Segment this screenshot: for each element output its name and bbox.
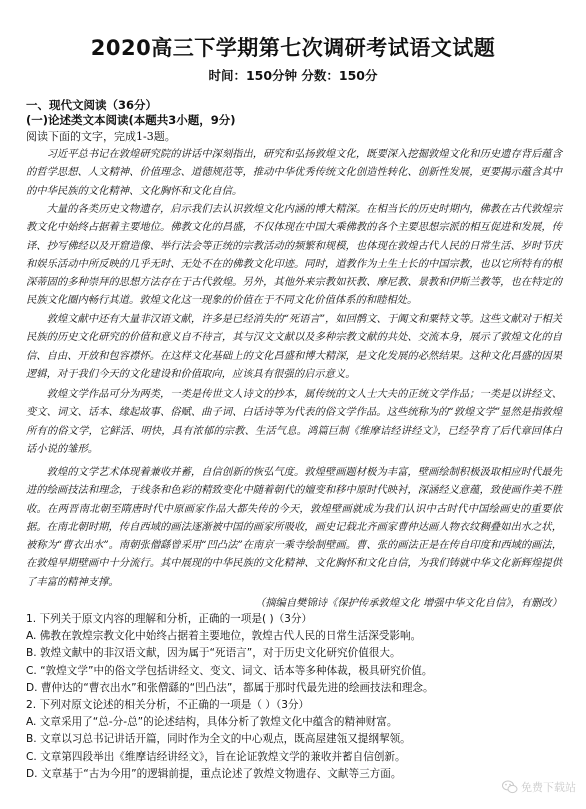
article-paragraph-3: 敦煌文献中还有大量非汉语文献，许多是已经消失的“死语言”，如回鹘文、于阗文和粟特文等。这些文献对于相关民族的历史文化研究的价值和意义自不待言，其与汉文文献以及多种宗教文献的共处、交流本身，展示了敦煌文化的自信、自由、开放和包容襟怀。在这样文化基础上的文化昌盛和博大精深，是文化发展的必然结果。这种文化昌盛的因果逻辑，对于我们今天的文化建设和价值取向，应该具有很强的启示意义。: [26, 313, 562, 380]
article-paragraph-5: 敦煌的文学艺术体现着兼收并蓄，自信创新的恢弘气度。敦煌壁画题材极为丰富，壁画绘制积极汲取相应时代最先进的绘画技法和理念，于线条和色彩的精致变化中随着朝代的嬗变和移中原时代映衬，深涵经义意蕴，致使画作美不胜收。在两晋南北朝至隋唐时代中原画家作品大都失传的今天，敦煌壁画就成为我们认识中古时代中国绘画史的重要依据。在南北朝时期，传自西域的画法逐渐被中国的画家所吸收，画史记载北齐画家曹仲达画人物衣纹稠叠如出水之状，被称为“曹衣出水”。南朝张僧繇曾采用“凹凸法”在南京一乘寺绘制壁画。曹、张的画法正是在传自印度和西域的画法，在敦煌早期壁画中十分流行。其中展现的中华民族的文化精神、文化胸怀和文化自信，为我们铸就中华文化新辉煌提供了丰富的精神支撑。: [26, 466, 562, 588]
article-source: （摘编自樊锦诗《保护传承敦煌文化 增强中华文化自信》，有删改）: [254, 597, 562, 609]
article-paragraph-1: 习近平总书记在敦煌研究院的讲话中深刻指出，研究和弘扬敦煌文化，既要深入挖掘敦煌文化和历史遗存背后蕴含的哲学思想、人文精神、价值理念、道德规范等，推动中华优秀传统文化创造性转化、创新性发展，更要揭示蕴含其中的中华民族的文化精神、文化胸怀和文化自信。: [26, 148, 562, 197]
question-1-stem: 1. 下列关于原文内容的理解和分析，正确的一项是( )（3分）: [26, 613, 313, 625]
page-title: 2020高三下学期第七次调研考试语文试题: [90, 36, 496, 60]
question-1-option-b: B. 敦煌文献中的非汉语文献，因为属于“死语言”，对于历史文化研究价值很大。: [26, 647, 401, 659]
watermark-text: 免费下载站: [521, 781, 576, 794]
question-1-option-d: D. 曹仲达的“曹衣出水”和张僧繇的“凹凸法”，都属于那时代最先进的绘画技法和理念。: [26, 682, 434, 694]
wechat-icon: [502, 780, 518, 794]
question-2-stem: 2. 下列对原文论述的相关分析，不正确的一项是（ ）（3分）: [26, 699, 310, 711]
question-2-option-a: A. 文章采用了“总-分-总”的论述结构，具体分析了敦煌文化中蕴含的精神财富。: [26, 716, 398, 728]
article-paragraph-2: 大量的各类历史文物遗存，启示我们去认识敦煌文化内涵的博大精深。在相当长的历史时期内，佛教在古代敦煌宗教文化中始终占据着主要地位。佛教文化的昌盛，不仅体现在中国大乘佛教的各个主要思想宗派的相互促进和发展，传译、抄写佛经以及开窟造像、举行法会等正统的宗教活动的频繁和规模，也体现在敦煌古代人民的日常生活、岁时节庆和娱乐活动中所反映的几乎无时、无处不在的佛教文化印迹。同时，道教作为土生土长的中国宗教，也以它所特有的根深蒂固的多种崇拜的思想方法存在于古代敦煌。另外，其他外来宗教如祆教、摩尼教、景教和伊斯兰教等，也在特定的民族文化圈内畅行其道。敦煌文化这一现象的价值在于不同文化价值体系的和睦相处。: [26, 203, 562, 307]
reading-instruction: 阅读下面的文字，完成1-3题。: [26, 130, 176, 143]
section-subheading: (一)论述类文本阅读(本题共3小题，9分): [26, 113, 236, 127]
question-2-option-b: B. 文章以习总书记讲话开篇，同时作为全文的中心观点，既高屋建瓴又提纲挈领。: [26, 733, 411, 745]
watermark: [502, 779, 576, 795]
question-1-option-c: C. “敦煌文学”中的俗文学包括讲经文、变文、词文、话本等多种体裁，极具研究价值。: [26, 665, 433, 677]
article-paragraph-4: 敦煌文学作品可分为两类，一类是传世文人诗文的抄本，属传统的文人士大夫的正统文学作品；一类是以讲经文、变文、词文、话本、缘起故事、俗赋、曲子词、白话诗等为代表的俗文学作品。这些统称为的“敦煌文学”显然是指敦煌所有的俗文学，它鲜活、明快，具有浓郁的宗教、生活气息。鸿篇巨制《维摩诘经讲经文》，已经孕育了后代章回体白话小说的雏形。: [26, 388, 562, 455]
section-heading: 一、现代文阅读（36分）: [26, 98, 158, 112]
question-1-option-a: A. 佛教在敦煌宗教文化中始终占据着主要地位，敦煌古代人民的日常生活深受影响。: [26, 630, 422, 642]
exam-time-score: 时间：150分钟 分数：150分: [208, 68, 378, 83]
question-2-option-c: C. 文章第四段举出《维摩诘经讲经文》，旨在论证敦煌文学的兼收并蓄自信创新。: [26, 751, 406, 763]
question-2-option-d: D. 文章基于“古为今用”的逻辑前提，重点论述了敦煌文物遗存、文献等三方面。: [26, 768, 402, 780]
